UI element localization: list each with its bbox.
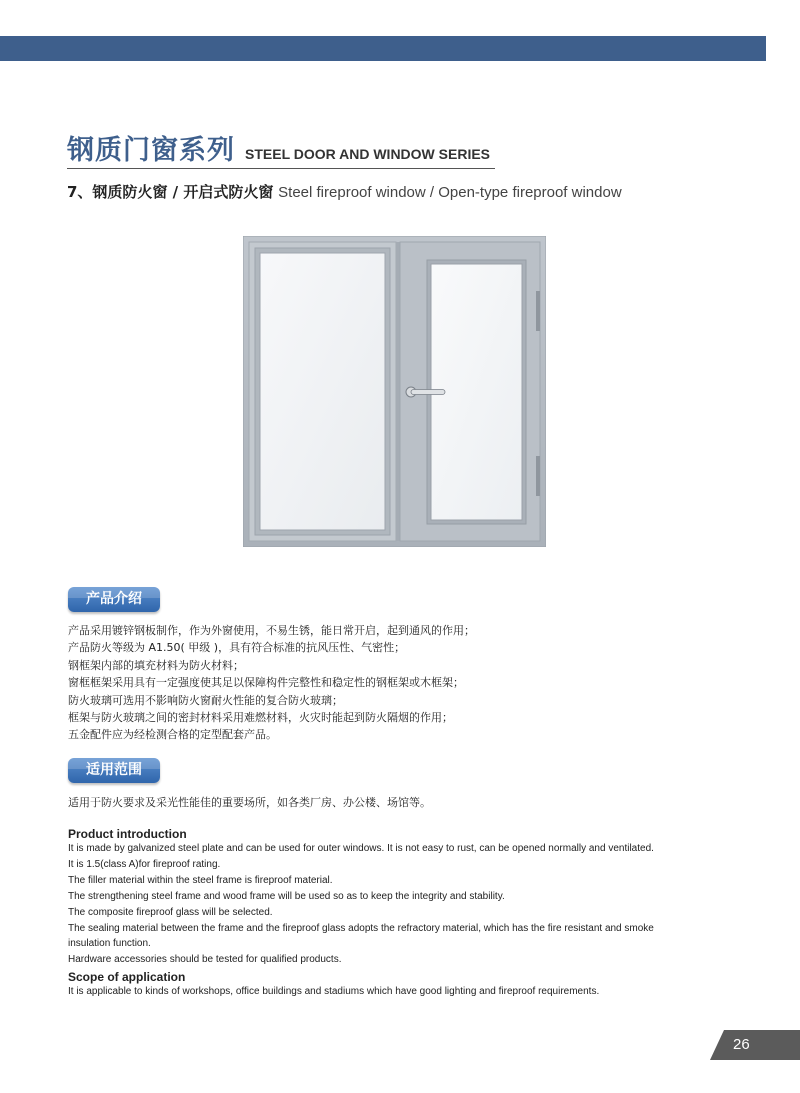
scope-en-list [68,984,708,1000]
intro-en-line: The sealing material between the frame and the fireproof glass adopts the refractory material, which has the fire resistant and smoke [68,922,654,934]
series-title-en: STEEL DOOR AND WINDOW SERIES [245,146,491,162]
intro-en-line: It is made by galvanized steel plate and can be used for outer windows. It is not easy to rust, can be opened normally and ventilated. [68,843,654,854]
badge-scope: 适用范围 [68,758,160,783]
series-title-cn: 钢质门窗系列 [67,135,235,166]
scope-cn-text: 适用于防火要求及采光性能佳的重要场所，如各类厂房、办公楼、场馆等。 [68,796,431,809]
intro-en-line: The strengthening steel frame and wood frame will be used so as to keep the integrity and stability. [68,890,505,902]
intro-en-heading: Product introduction [68,827,187,841]
series-title [67,128,490,167]
steel-fireproof-window-photo [243,236,546,547]
intro-en-list [68,841,708,968]
intro-en-line: insulation function. [68,938,151,950]
top-banner-bar [0,36,766,61]
intro-cn-line: 产品防火等级为 A1.50( 甲级 )，具有符合标准的抗风压性、气密性； [68,641,406,655]
intro-cn-line: 防火玻璃可选用不影响防火窗耐火性能的复合防火玻璃； [68,693,343,707]
intro-cn-line: 窗框框架采用具有一定强度使其足以保障构件完整性和稳定性的钢框架或木框架； [68,676,464,690]
scope-en-line: It is applicable to kinds of workshops, office buildings and stadiums which have good lighting and fireproof requirements. [68,986,600,997]
page-number-tab [710,1030,800,1060]
intro-en-line: It is 1.5(class A)for fireproof rating. [68,858,221,870]
scope-en-heading: Scope of application [68,970,186,984]
intro-cn-list [68,622,475,744]
intro-en-block [68,827,708,968]
badge-product-intro: 产品介绍 [68,587,160,612]
section-title [67,181,622,202]
intro-cn-line: 框架与防火玻璃之间的密封材料采用难燃材料，火灾时能起到防火隔烟的作用； [68,711,453,725]
intro-cn-line: 产品采用镀锌钢板制作，作为外窗使用，不易生锈，能日常开启，起到通风的作用； [68,624,475,637]
section-title-cn: 7、钢质防火窗 / 开启式防火窗 [67,183,274,201]
intro-en-line: The composite fireproof glass will be selected. [68,906,273,918]
intro-cn-line: 钢框架内部的填充材料为防火材料； [68,658,244,672]
section-title-en: Steel fireproof window / Open-type fireproof window [278,184,622,201]
scope-en-block [68,970,708,1000]
intro-cn-line: 五金配件应为经检测合格的定型配套产品。 [68,728,277,742]
intro-en-line: Hardware accessories should be tested for qualified products. [68,954,342,966]
page-number: 26 [733,1036,750,1053]
title-divider [67,168,495,169]
intro-en-line: The filler material within the steel frame is fireproof material. [68,874,333,886]
